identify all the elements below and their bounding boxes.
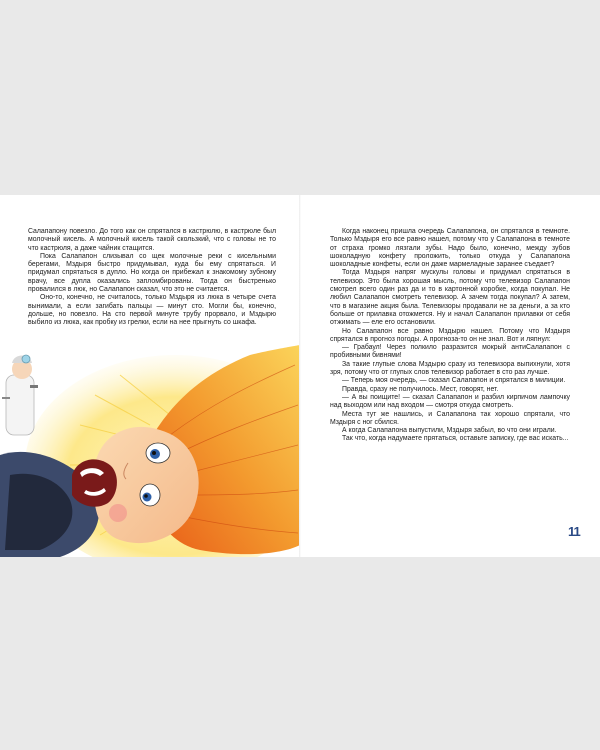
paragraph: Когда наконец пришла очередь Салапапона, он спрятался в темноте. Только Мздыря его все равно нашел, потому что у Салапапона в темноте от страха громко лязгали зубы. Надо было, конечно, между зубов шоколадную конфету проложить, только откуда у Салапапона шоколадные конфеты, если он даже мармеладные заранее съедает? bbox=[330, 228, 570, 269]
book-spread bbox=[0, 195, 600, 557]
dentist-icon bbox=[2, 355, 38, 435]
paragraph: Салапапону повезло. До того как он спрятался в кастрюлю, в кастрюле был молочный кисель. А молочный кисель такой скользкий, что с головы не то что кастрюля, а даже чайник стащится. bbox=[28, 228, 276, 252]
paragraph: — Теперь моя очередь, — сказал Салапапон и спрятался в милиции. bbox=[342, 377, 566, 385]
illustration bbox=[0, 345, 300, 557]
page-number: 11 bbox=[568, 524, 580, 539]
paragraph: За такие глупые слова Мздырю сразу из телевизора выпихнули, хотя зря, потому что от глупых слов телевизор работает в сто раз лучше. bbox=[330, 360, 570, 377]
paragraph: — А вы поищите! — сказал Салапапон и разбил кирпичом лампочку над выходом или над входом — смотря откуда смотреть. bbox=[330, 393, 570, 410]
left-page bbox=[0, 195, 300, 557]
right-page bbox=[300, 195, 600, 557]
paragraph: Тогда Мздыря напряг мускулы головы и придумал спрятаться в телевизор. Это была хорошая мысль, потому что телевизор Салапапон смотрел всего один раз да и то в картонной коробке, когда покупал. Не любил Салапапон смотреть телевизор. А зачем тогда покупал? А затем, что в магазине акция была. Телевизоры продавали не за деньги, а за кто больше от прилавка отожмется. Ну и начал Салапапон прилавки от себя отжимать — еле его остановили. bbox=[330, 269, 570, 327]
paragraph: Места тут же нашлись, и Салапапона так хорошо спрятали, что Мздыря с ног сбился. bbox=[330, 410, 570, 426]
paragraph: Оно-то, конечно, не считалось, только Мздыря из люка в четыре счета вынимали, а если загибать пальцы — минут сто. Могли бы, конечно, дольше, но повезло. На сто первой минуте трубу прорвало, и Мздырю выбило из люка, как пробку из грелки, если на нее прыгнуть со шкафа. bbox=[28, 294, 276, 327]
right-page-text bbox=[330, 228, 570, 444]
paragraph: Пока Салапапон слизывал со щек молочные реки с кисельными берегами, Мздыря быстро придумывал, куда бы ему спрятаться. И придумал спрятаться в дупло. Но когда он прибежал к знакомому зубному врачу, все дупла оказались запломбированы. Тогда он быстренько провалился в люк, но Салапапон сказал, что это не считается. bbox=[28, 252, 276, 294]
paragraph: А когда Салапапона выпустили, Мздыря забыл, во что они играли. bbox=[342, 427, 557, 435]
paragraph: Так что, когда надумаете прятаться, оставьте записку, где вас искать... bbox=[342, 435, 569, 443]
left-page-text bbox=[28, 228, 276, 328]
paragraph: Но Салапапон все равно Мздырю нашел. Потому что Мздыря спрятался в прогноз погоды. А прогноза-то он не знал. Вот и ляпнул: bbox=[330, 327, 570, 343]
paragraph: — Грабаул! Через полкило разразится мокрый антиСалапапон с пробивными бивнями! bbox=[330, 344, 570, 360]
paragraph: Правда, сразу не получилось. Мест, говорят, нет. bbox=[342, 385, 499, 393]
